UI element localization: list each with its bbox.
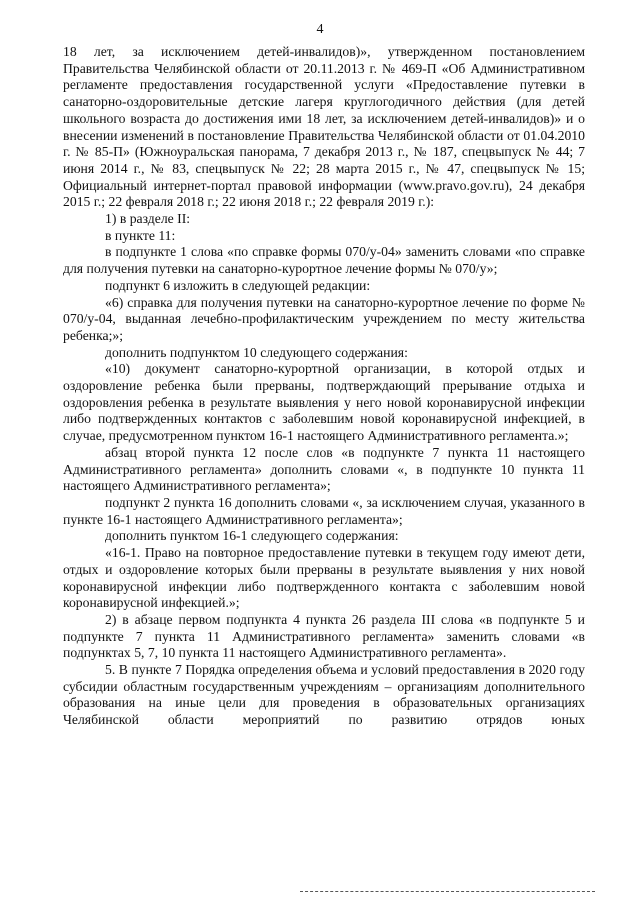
paragraph-subclause-6-intro: подпункт 6 изложить в следующей редакции:	[105, 277, 371, 293]
paragraph-section-iii: 2) в абзаце первом подпункта 4 пункта 26 раздела III слова «в подпункте 5 и подпункте 7 пункта 11 Административного регламента» заменить словами «в подпунктах 5, 7, 10 пункта 11 настоящего Административного регламента».	[63, 611, 585, 661]
paragraph-subclause-10-intro: дополнить подпунктом 10 следующего содержания:	[105, 344, 408, 360]
paragraph-subclause-1: в подпункте 1 слова «по справке формы 070/у-04» заменить словами «по справке для получения путевки на санаторно-курортное лечение формы № 070/у»;	[63, 244, 585, 277]
paragraph-clause-16-1-text: «16-1. Право на повторное предоставление путевки в текущем году имеют дети, отдых и оздоровление которых были прерваны в результате выявления у них новой коронавирусной инфекции либо подтвержденного контакта с заболевшим новой коронавирусной инфекцией.»;	[63, 545, 585, 611]
paragraph-item-5: 5. В пункте 7 Порядка определения объема и условий предоставления в 2020 году субсидии областным государственным учреждениям – организациям дополнительного образования на иные цели для проведения в образовательных организациях Челябинской области мероприятий по развитию отрядов юных	[63, 662, 585, 728]
page-number: 4	[316, 22, 324, 37]
paragraph-continuation: 18 лет, за исключением детей-инвалидов)», утвержденном постановлением Правительства Челябинской области от 20.11.2013 г. № 469-П «Об Административном регламенте предоставления государственной услуги «Предоставление путевки в санаторно-оздоровительные детские лагеря круглогодичного действия (для детей школьного возраста до достижения ими 18 лет, за исключением детей-инвалидов)» и о внесении изменений в постановление Правительства Челябинской области от 01.04.2010 г. № 85-П» (Южноуральская панорама, 7 декабря 2013 г., № 187, спецвыпуск № 44; 7 июня 2014 г., № 83, спецвыпуск № 22; 28 марта 2015 г., № 47, спецвыпуск № 15; Официальный интернет-портал правовой информации (www.pravo.gov.ru), 24 декабря 2015 г.; 22 февраля 2018 г.; 22 июня 2018 г.; 22 февраля 2019 г.):	[63, 44, 585, 210]
paragraph-clause-11: в пункте 11:	[105, 227, 176, 243]
paragraph-clause-12: абзац второй пункта 12 после слов «в подпункте 7 пункта 11 настоящего Административного регламента» дополнить словами «, в подпункте 10 пункта 11 настоящего Административного регламента»;	[63, 444, 585, 494]
paragraph-section-ii: 1) в разделе II:	[105, 211, 191, 227]
document-body	[63, 44, 585, 729]
paragraph-subclause-10-text: «10) документ санаторно-курортной организации, в которой отдых и оздоровление ребенка были прерваны, подтверждающий прерывание отдыха и оздоровления ребенка в результате выявления у него новой коронавирусной инфекции либо подтвержденных контактов с заболевшим новой коронавирусной инфекцией, в случае, предусмотренном пунктом 16-1 настоящего Административного регламента.»;	[63, 361, 585, 444]
paragraph-clause-16-1-intro: дополнить пунктом 16-1 следующего содержания:	[105, 528, 399, 544]
bottom-divider	[300, 891, 595, 892]
paragraph-clause-16: подпункт 2 пункта 16 дополнить словами «, за исключением случая, указанного в пункте 16-1 настоящего Административного регламента»;	[63, 494, 585, 527]
paragraph-subclause-6-text: «6) справка для получения путевки на санаторно-курортное лечение по форме № 070/у-04, выданная лечебно-профилактическим учреждением по месту жительства ребенка;»;	[63, 294, 585, 343]
